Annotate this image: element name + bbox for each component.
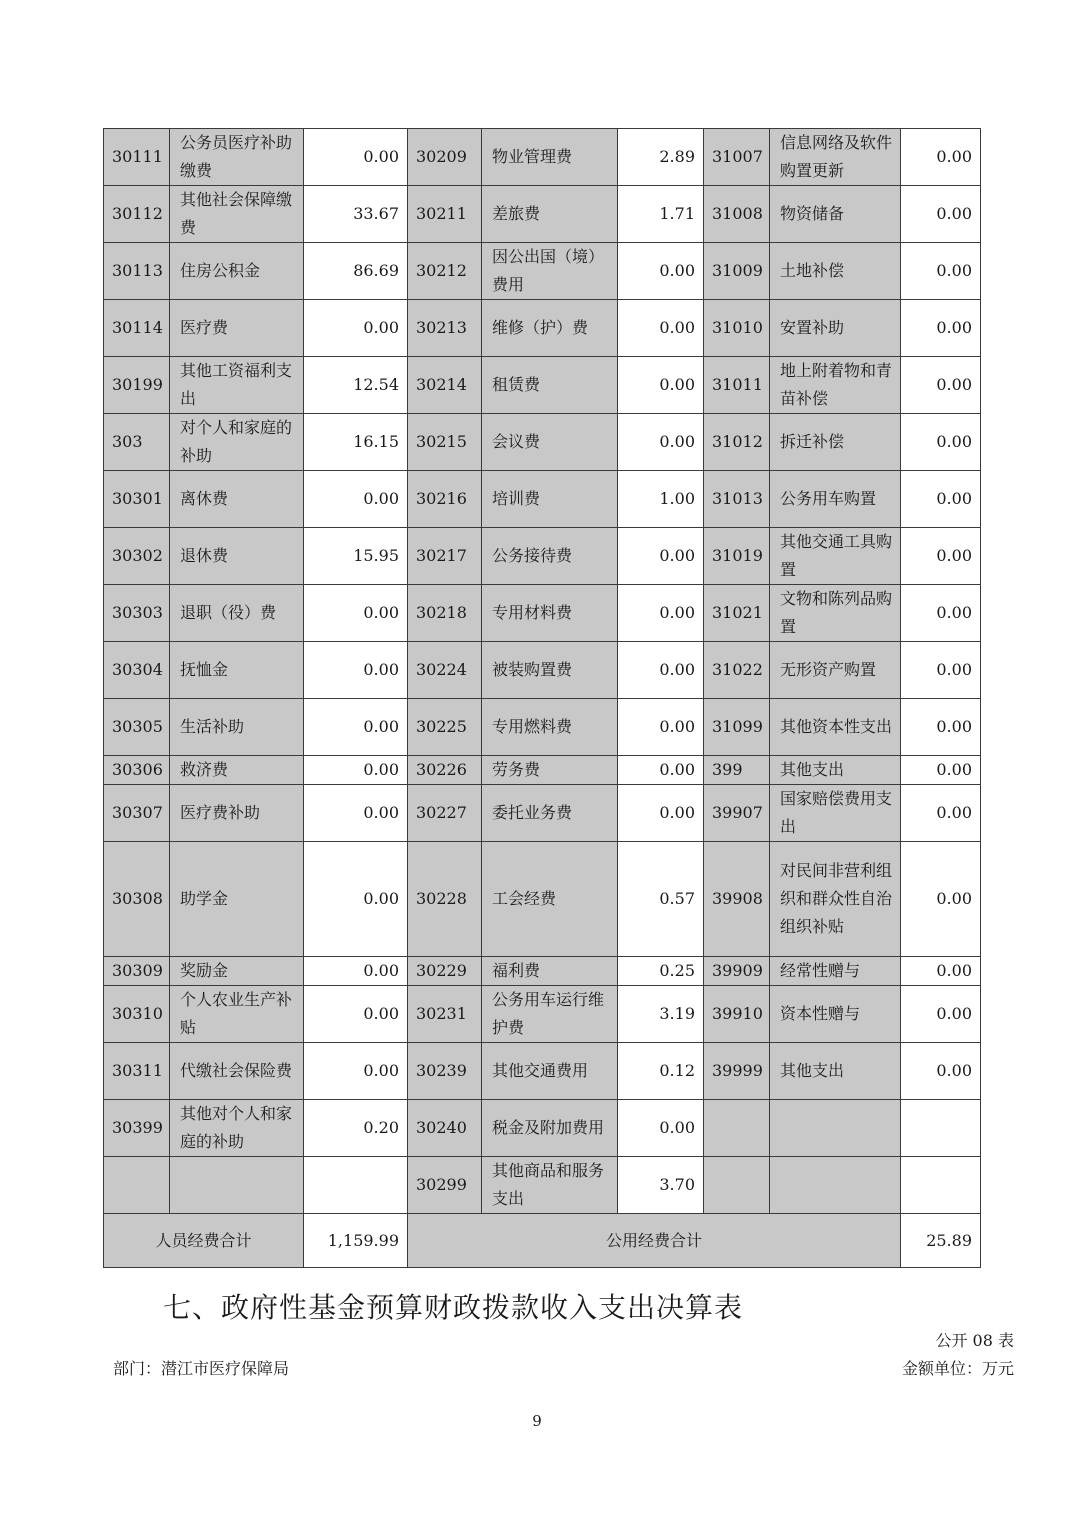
item-name: 维修（护）费: [492, 318, 589, 337]
cell-c-amount: 0.00: [901, 414, 981, 471]
cell-b-amount: 0.00: [618, 357, 704, 414]
cell-c-code: 31009: [704, 243, 770, 300]
item-name: 住房公积金: [180, 261, 261, 280]
cell-a-code: 30114: [104, 300, 170, 357]
cell-c-amount: 0.00: [901, 300, 981, 357]
cell-c-name: [770, 414, 901, 471]
cell-c-code: 39907: [704, 785, 770, 842]
table-row: [104, 528, 981, 585]
table-row: [104, 1100, 981, 1157]
cell-a-amount: 0.00: [304, 842, 408, 957]
item-name: 其他工资福利支出: [180, 361, 293, 408]
cell-c-code: 31012: [704, 414, 770, 471]
cell-c-code: 31008: [704, 186, 770, 243]
table-row: [104, 186, 981, 243]
cell-a-name: [170, 1157, 304, 1214]
cell-a-amount: 16.15: [304, 414, 408, 471]
table-row: [104, 642, 981, 699]
cell-c-code: 31007: [704, 129, 770, 186]
personnel-total-amount: 1,159.99: [304, 1214, 408, 1268]
cell-b-code: 30218: [408, 585, 482, 642]
cell-a-amount: [304, 1157, 408, 1214]
cell-b-amount: 0.00: [618, 414, 704, 471]
item-name: 其他对个人和家庭的补助: [180, 1104, 293, 1151]
cell-a-amount: 0.00: [304, 756, 408, 785]
cell-b-name: [482, 300, 618, 357]
cell-b-name: [482, 585, 618, 642]
cell-c-name: [770, 471, 901, 528]
cell-a-code: 30308: [104, 842, 170, 957]
cell-a-name: [170, 842, 304, 957]
cell-a-code: 30302: [104, 528, 170, 585]
cell-a-code: 30199: [104, 357, 170, 414]
cell-b-amount: 3.70: [618, 1157, 704, 1214]
table-row: [104, 957, 981, 986]
table-row: [104, 129, 981, 186]
cell-c-code: 31099: [704, 699, 770, 756]
cell-c-name: [770, 1100, 901, 1157]
cell-c-amount: 0.00: [901, 585, 981, 642]
cell-c-name: [770, 357, 901, 414]
cell-a-amount: 0.00: [304, 986, 408, 1043]
cell-a-code: 30399: [104, 1100, 170, 1157]
totals-row: [104, 1214, 981, 1268]
cell-b-code: 30239: [408, 1043, 482, 1100]
item-name: 福利费: [492, 961, 541, 980]
item-name: 生活补助: [180, 717, 245, 736]
cell-c-code: 31021: [704, 585, 770, 642]
cell-b-name: [482, 957, 618, 986]
cell-c-name: [770, 585, 901, 642]
cell-c-amount: 0.00: [901, 1043, 981, 1100]
item-name: 其他商品和服务支出: [492, 1161, 605, 1208]
cell-c-code: 31022: [704, 642, 770, 699]
cell-b-amount: 0.00: [618, 1100, 704, 1157]
cell-b-code: 30227: [408, 785, 482, 842]
cell-b-amount: 0.25: [618, 957, 704, 986]
item-name: 奖励金: [180, 961, 229, 980]
cell-a-code: 30310: [104, 986, 170, 1043]
item-name: 公务接待费: [492, 546, 573, 565]
cell-b-code: 30225: [408, 699, 482, 756]
item-name: 安置补助: [780, 318, 845, 337]
item-name: 其他交通工具购置: [780, 532, 893, 579]
cell-c-amount: 0.00: [901, 957, 981, 986]
cell-c-code: 31010: [704, 300, 770, 357]
cell-b-amount: 2.89: [618, 129, 704, 186]
cell-c-amount: 0.00: [901, 785, 981, 842]
table-row: [104, 300, 981, 357]
item-name: 助学金: [180, 889, 229, 908]
item-name: 培训费: [492, 489, 541, 508]
cell-c-name: [770, 129, 901, 186]
cell-c-name: [770, 699, 901, 756]
cell-a-name: [170, 1043, 304, 1100]
item-name: 拆迁补偿: [780, 432, 845, 451]
cell-b-amount: 0.00: [618, 300, 704, 357]
cell-a-amount: 0.00: [304, 585, 408, 642]
table-row: [104, 785, 981, 842]
section-title: 七、政府性基金预算财政拨款收入支出决算表: [163, 1291, 744, 1324]
cell-b-code: 30213: [408, 300, 482, 357]
table-row: [104, 699, 981, 756]
cell-b-code: 30231: [408, 986, 482, 1043]
cell-c-amount: 0.00: [901, 642, 981, 699]
item-name: 地上附着物和青苗补偿: [780, 361, 893, 408]
cell-a-name: [170, 300, 304, 357]
amount-unit-label: 金额单位：万元: [901, 1359, 1014, 1378]
cell-b-amount: 0.00: [618, 785, 704, 842]
item-name: 租赁费: [492, 375, 541, 394]
cell-a-code: 30311: [104, 1043, 170, 1100]
item-name: 个人农业生产补贴: [180, 990, 293, 1037]
table-row: [104, 842, 981, 957]
cell-b-code: 30224: [408, 642, 482, 699]
cell-b-amount: 0.00: [618, 243, 704, 300]
cell-c-code: 399: [704, 756, 770, 785]
cell-c-name: [770, 756, 901, 785]
item-name: 退职（役）费: [180, 603, 277, 622]
cell-a-name: [170, 186, 304, 243]
cell-a-amount: 0.20: [304, 1100, 408, 1157]
cell-a-name: [170, 585, 304, 642]
cell-b-name: [482, 642, 618, 699]
cell-a-amount: 0.00: [304, 699, 408, 756]
cell-b-name: [482, 528, 618, 585]
cell-b-name: [482, 414, 618, 471]
cell-a-amount: 0.00: [304, 642, 408, 699]
item-name: 离休费: [180, 489, 229, 508]
cell-a-name: [170, 699, 304, 756]
cell-a-amount: 15.95: [304, 528, 408, 585]
item-name: 公务员医疗补助缴费: [180, 133, 293, 180]
table-row: [104, 756, 981, 785]
table-row: [104, 414, 981, 471]
page-number: 9: [532, 1412, 542, 1430]
item-name: 会议费: [492, 432, 541, 451]
cell-b-amount: 0.00: [618, 699, 704, 756]
cell-b-name: [482, 1043, 618, 1100]
cell-c-amount: 0.00: [901, 528, 981, 585]
cell-a-name: [170, 986, 304, 1043]
item-name: 专用燃料费: [492, 717, 573, 736]
item-name: 国家赔偿费用支出: [780, 789, 893, 836]
cell-c-name: [770, 186, 901, 243]
personnel-total-label: 人员经费合计: [104, 1214, 304, 1268]
cell-b-code: 30214: [408, 357, 482, 414]
cell-b-amount: 0.12: [618, 1043, 704, 1100]
cell-b-name: [482, 129, 618, 186]
cell-b-code: 30215: [408, 414, 482, 471]
cell-c-name: [770, 300, 901, 357]
cell-c-amount: 0.00: [901, 243, 981, 300]
cell-b-code: 30226: [408, 756, 482, 785]
cell-a-code: 30304: [104, 642, 170, 699]
cell-b-amount: 3.19: [618, 986, 704, 1043]
table-row: [104, 471, 981, 528]
cell-a-code: 30301: [104, 471, 170, 528]
cell-a-amount: 0.00: [304, 1043, 408, 1100]
cell-c-amount: 0.00: [901, 129, 981, 186]
cell-c-code: 31013: [704, 471, 770, 528]
cell-b-name: [482, 1157, 618, 1214]
cell-b-code: 30209: [408, 129, 482, 186]
cell-c-name: [770, 243, 901, 300]
table-row: [104, 1043, 981, 1100]
cell-b-name: [482, 243, 618, 300]
cell-a-amount: 0.00: [304, 129, 408, 186]
item-name: 被装购置费: [492, 660, 573, 679]
cell-b-amount: 0.00: [618, 528, 704, 585]
cell-b-name: [482, 756, 618, 785]
cell-b-name: [482, 471, 618, 528]
cell-b-amount: 1.00: [618, 471, 704, 528]
cell-b-code: 30211: [408, 186, 482, 243]
cell-a-code: 30303: [104, 585, 170, 642]
cell-c-amount: 0.00: [901, 186, 981, 243]
cell-c-name: [770, 642, 901, 699]
cell-b-name: [482, 842, 618, 957]
item-name: 无形资产购置: [780, 660, 877, 679]
cell-b-code: 30212: [408, 243, 482, 300]
item-name: 税金及附加费用: [492, 1118, 605, 1137]
item-name: 委托业务费: [492, 803, 573, 822]
item-name: 其他支出: [780, 760, 845, 779]
cell-a-code: 30112: [104, 186, 170, 243]
cell-c-name: [770, 957, 901, 986]
table-row: [104, 357, 981, 414]
cell-a-code: [104, 1157, 170, 1214]
cell-a-code: 303: [104, 414, 170, 471]
cell-b-name: [482, 785, 618, 842]
cell-c-amount: 0.00: [901, 756, 981, 785]
cell-c-amount: 0.00: [901, 986, 981, 1043]
cell-b-code: 30217: [408, 528, 482, 585]
item-name: 专用材料费: [492, 603, 573, 622]
cell-a-amount: 86.69: [304, 243, 408, 300]
table-row: [104, 1157, 981, 1214]
cell-c-amount: 0.00: [901, 357, 981, 414]
item-name: 抚恤金: [180, 660, 229, 679]
cell-a-name: [170, 357, 304, 414]
item-name: 经常性赠与: [780, 961, 861, 980]
item-name: 其他社会保障缴费: [180, 190, 293, 237]
item-name: 公务用车运行维护费: [492, 990, 605, 1037]
cell-a-code: 30307: [104, 785, 170, 842]
item-name: 资本性赠与: [780, 1004, 861, 1023]
cell-b-code: 30228: [408, 842, 482, 957]
cell-c-name: [770, 986, 901, 1043]
cell-b-amount: 0.00: [618, 756, 704, 785]
cell-c-code: 31019: [704, 528, 770, 585]
budget-expenditure-table: [103, 128, 981, 1268]
item-name: 代缴社会保险费: [180, 1061, 293, 1080]
item-name: 因公出国（境）费用: [492, 247, 605, 294]
cell-a-code: 30309: [104, 957, 170, 986]
cell-c-name: [770, 785, 901, 842]
item-name: 差旅费: [492, 204, 541, 223]
item-name: 物资储备: [780, 204, 845, 223]
cell-a-name: [170, 642, 304, 699]
table-row: [104, 243, 981, 300]
cell-a-name: [170, 1100, 304, 1157]
cell-b-name: [482, 357, 618, 414]
cell-a-amount: 33.67: [304, 186, 408, 243]
cell-b-code: 30229: [408, 957, 482, 986]
public-total-amount: 25.89: [901, 1214, 981, 1268]
department-label: 部门：潜江市医疗保障局: [113, 1359, 290, 1378]
cell-a-name: [170, 243, 304, 300]
cell-a-name: [170, 957, 304, 986]
cell-a-amount: 12.54: [304, 357, 408, 414]
item-name: 医疗费补助: [180, 803, 261, 822]
cell-c-code: [704, 1157, 770, 1214]
public-total-label: 公用经费合计: [408, 1214, 901, 1268]
cell-c-code: 39909: [704, 957, 770, 986]
item-name: 土地补偿: [780, 261, 845, 280]
cell-b-name: [482, 699, 618, 756]
cell-b-amount: 0.57: [618, 842, 704, 957]
cell-c-amount: 0.00: [901, 471, 981, 528]
cell-c-code: [704, 1100, 770, 1157]
cell-b-amount: 0.00: [618, 585, 704, 642]
cell-a-code: 30111: [104, 129, 170, 186]
cell-c-name: [770, 1157, 901, 1214]
item-name: 退休费: [180, 546, 229, 565]
item-name: 对个人和家庭的补助: [180, 418, 293, 465]
item-name: 工会经费: [492, 889, 557, 908]
item-name: 对民间非营利组织和群众性自治组织补贴: [780, 861, 893, 936]
item-name: 其他交通费用: [492, 1061, 589, 1080]
cell-a-amount: 0.00: [304, 957, 408, 986]
cell-b-name: [482, 986, 618, 1043]
cell-c-amount: [901, 1157, 981, 1214]
cell-a-name: [170, 756, 304, 785]
cell-c-code: 39999: [704, 1043, 770, 1100]
cell-c-name: [770, 1043, 901, 1100]
cell-b-code: 30299: [408, 1157, 482, 1214]
item-name: 公务用车购置: [780, 489, 877, 508]
item-name: 医疗费: [180, 318, 229, 337]
cell-c-name: [770, 842, 901, 957]
cell-b-name: [482, 1100, 618, 1157]
cell-a-amount: 0.00: [304, 785, 408, 842]
item-name: 劳务费: [492, 760, 541, 779]
item-name: 救济费: [180, 760, 229, 779]
cell-c-amount: [901, 1100, 981, 1157]
cell-b-name: [482, 186, 618, 243]
cell-b-amount: 1.71: [618, 186, 704, 243]
cell-b-code: 30240: [408, 1100, 482, 1157]
item-name: 其他支出: [780, 1061, 845, 1080]
cell-a-name: [170, 785, 304, 842]
item-name: 物业管理费: [492, 147, 573, 166]
item-name: 其他资本性支出: [780, 717, 893, 736]
cell-a-code: 30113: [104, 243, 170, 300]
cell-a-code: 30306: [104, 756, 170, 785]
cell-c-amount: 0.00: [901, 842, 981, 957]
form-number: 公开 08 表: [935, 1331, 1014, 1350]
table-row: [104, 585, 981, 642]
cell-b-code: 30216: [408, 471, 482, 528]
cell-a-name: [170, 528, 304, 585]
cell-c-code: 31011: [704, 357, 770, 414]
cell-a-name: [170, 471, 304, 528]
cell-a-amount: 0.00: [304, 471, 408, 528]
cell-c-code: 39908: [704, 842, 770, 957]
cell-b-amount: 0.00: [618, 642, 704, 699]
item-name: 文物和陈列品购置: [780, 589, 893, 636]
cell-a-amount: 0.00: [304, 300, 408, 357]
cell-c-name: [770, 528, 901, 585]
table-row: [104, 986, 981, 1043]
cell-c-code: 39910: [704, 986, 770, 1043]
cell-a-code: 30305: [104, 699, 170, 756]
item-name: 信息网络及软件购置更新: [780, 133, 893, 180]
cell-a-name: [170, 414, 304, 471]
cell-c-amount: 0.00: [901, 699, 981, 756]
cell-a-name: [170, 129, 304, 186]
